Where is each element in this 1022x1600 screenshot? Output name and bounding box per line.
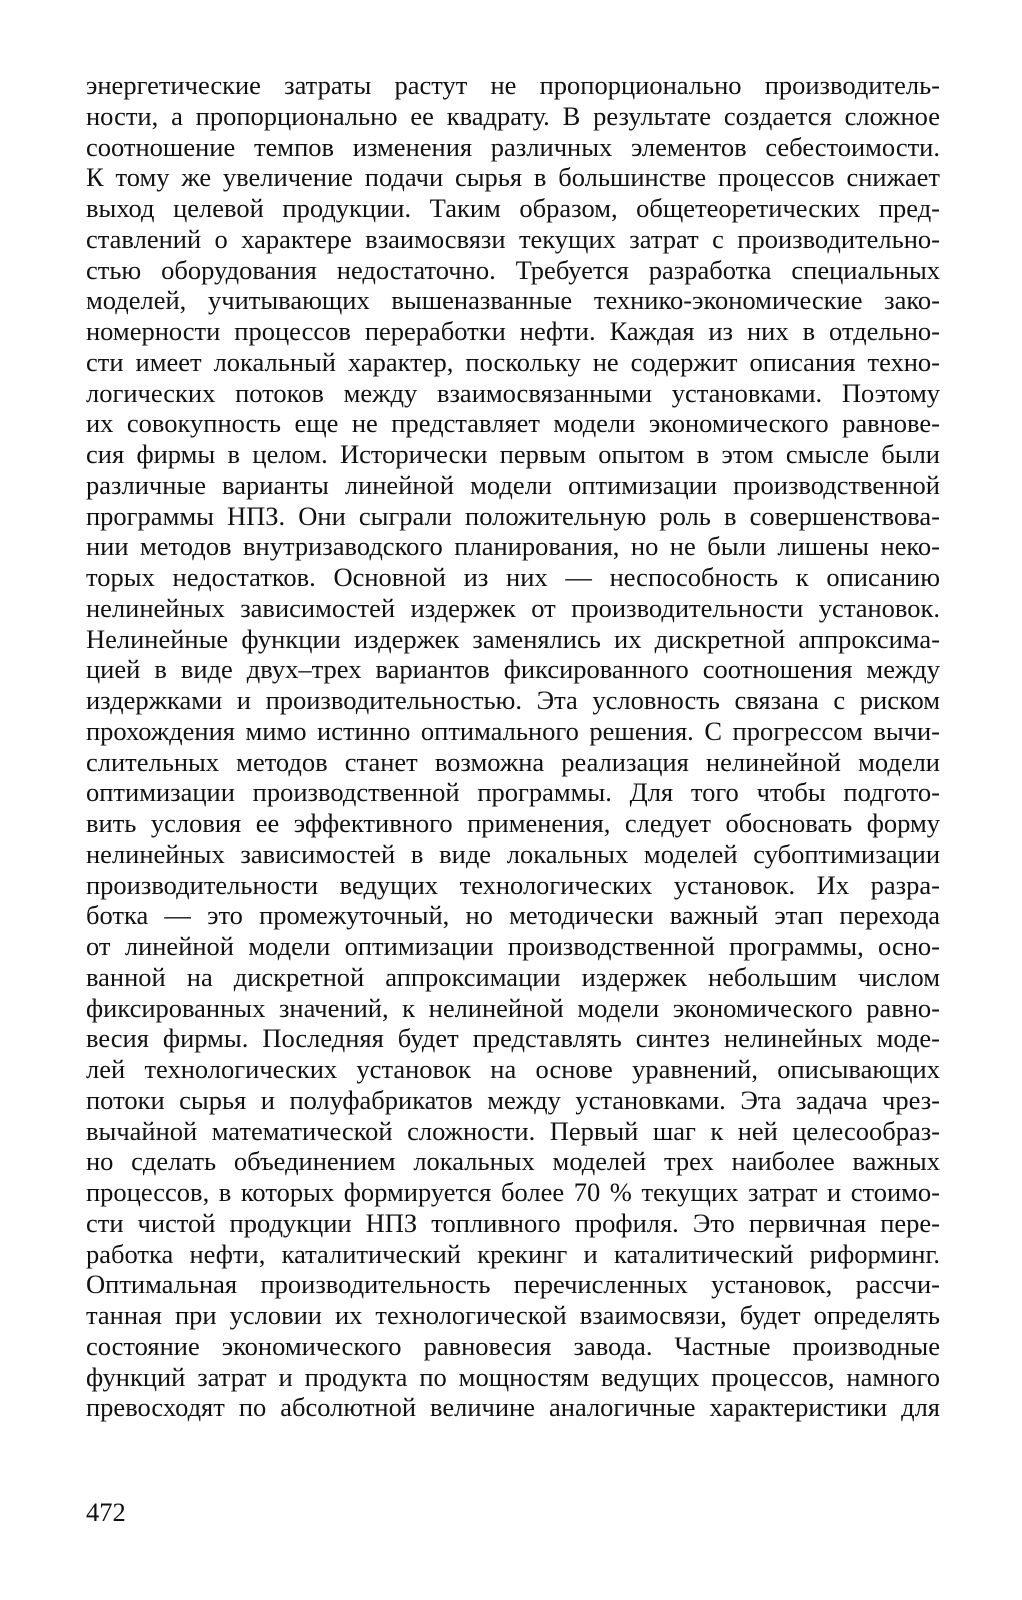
text-line: нии методов внутризаводского планирования, но не были лишены неко-: [86, 531, 940, 562]
text-line: весия фирмы. Последняя будет представлять синтез нелинейных моде-: [86, 1023, 940, 1054]
text-line: энергетические затраты растут не пропорционально производитель-: [86, 70, 940, 100]
text-line: логических потоков между взаимосвязанными установками. Поэтому: [86, 377, 940, 408]
text-line: прохождения мимо истинно оптимального решения. С прогрессом вычи-: [86, 715, 940, 746]
text-line: Нелинейные функции издержек заменялись их дискретной аппроксима-: [86, 623, 940, 654]
text-line: моделей, учитывающих вышеназванные технико-экономические зако-: [86, 285, 940, 316]
text-line: номерности процессов переработки нефти. Каждая из них в отдельно-: [86, 316, 940, 346]
text-line: слительных методов станет возможна реализация нелинейной модели: [86, 746, 940, 777]
text-line: Оптимальная производительность перечисленных установок, рассчи-: [86, 1269, 940, 1300]
text-line: стью оборудования недостаточно. Требуется разработка специальных: [86, 254, 940, 285]
text-line: от линейной модели оптимизации производственной программы, осно-: [86, 931, 940, 961]
text-line: состояние экономического равновесия завода. Частные производные: [86, 1330, 940, 1361]
text-line: вить условия ее эффективного применения, следует обосновать форму: [86, 808, 940, 838]
text-line: торых недостатков. Основной из них — неспособность к описанию: [86, 562, 940, 592]
text-line: процессов, в которых формируется более 70 % текущих затрат и стоимо-: [86, 1177, 940, 1207]
text-line: лей технологических установок на основе уравнений, описывающих: [86, 1054, 940, 1084]
text-line: издержками и производительностью. Эта условность связана с риском: [86, 685, 940, 715]
text-line: ванной на дискретной аппроксимации издержек небольшим числом: [86, 961, 940, 992]
text-line: их совокупность еще не представляет модели экономического равнове-: [86, 408, 940, 439]
body-text: [86, 70, 940, 1423]
text-line: выход целевой продукции. Таким образом, общетеоретических пред-: [86, 193, 940, 223]
text-line: ности, а пропорционально ее квадрату. В результате создается сложное: [86, 100, 940, 131]
text-line: соотношение темпов изменения различных элементов себестоимости.: [86, 131, 940, 162]
text-line: различные варианты линейной модели оптимизации производственной: [86, 469, 940, 500]
text-line: фиксированных значений, к нелинейной модели экономического равно-: [86, 992, 940, 1023]
text-line: оптимизации производственной программы. Для того чтобы подгото-: [86, 777, 940, 808]
text-line: вычайной математической сложности. Первый шаг к ней целесообраз-: [86, 1115, 940, 1146]
text-line: танная при условии их технологической взаимосвязи, будет определять: [86, 1300, 940, 1330]
text-line: программы НПЗ. Они сыграли положительную роль в совершенствова-: [86, 500, 940, 531]
page-number: 472: [86, 1497, 126, 1527]
text-line: но сделать объединением локальных моделей трех наиболее важных: [86, 1146, 940, 1177]
text-line: ботка — это промежуточный, но методически важный этап перехода: [86, 900, 940, 931]
text-line: нелинейных зависимостей в виде локальных моделей субоптимизации: [86, 838, 940, 869]
text-line: цией в виде двух–трех вариантов фиксированного соотношения между: [86, 654, 940, 685]
text-line: сия фирмы в целом. Исторически первым опытом в этом смысле были: [86, 439, 940, 469]
text-line: сти имеет локальный характер, поскольку не содержит описания техно-: [86, 346, 940, 377]
text-line: ставлений о характере взаимосвязи текущих затрат с производительно-: [86, 223, 940, 254]
text-line: функций затрат и продукта по мощностям ведущих процессов, намного: [86, 1361, 940, 1392]
text-line: производительности ведущих технологических установок. Их разра-: [86, 869, 940, 900]
text-line: превосходят по абсолютной величине аналогичные характеристики для: [86, 1392, 940, 1423]
text-line: нелинейных зависимостей издержек от производительности установок.: [86, 592, 940, 623]
text-line: работка нефти, каталитический крекинг и каталитический риформинг.: [86, 1238, 940, 1269]
text-line: потоки сырья и полуфабрикатов между установками. Эта задача чрез-: [86, 1084, 940, 1115]
text-line: сти чистой продукции НПЗ топливного профиля. Это первичная пере-: [86, 1207, 940, 1238]
text-line: К тому же увеличение подачи сырья в большинстве процессов снижает: [86, 162, 940, 193]
